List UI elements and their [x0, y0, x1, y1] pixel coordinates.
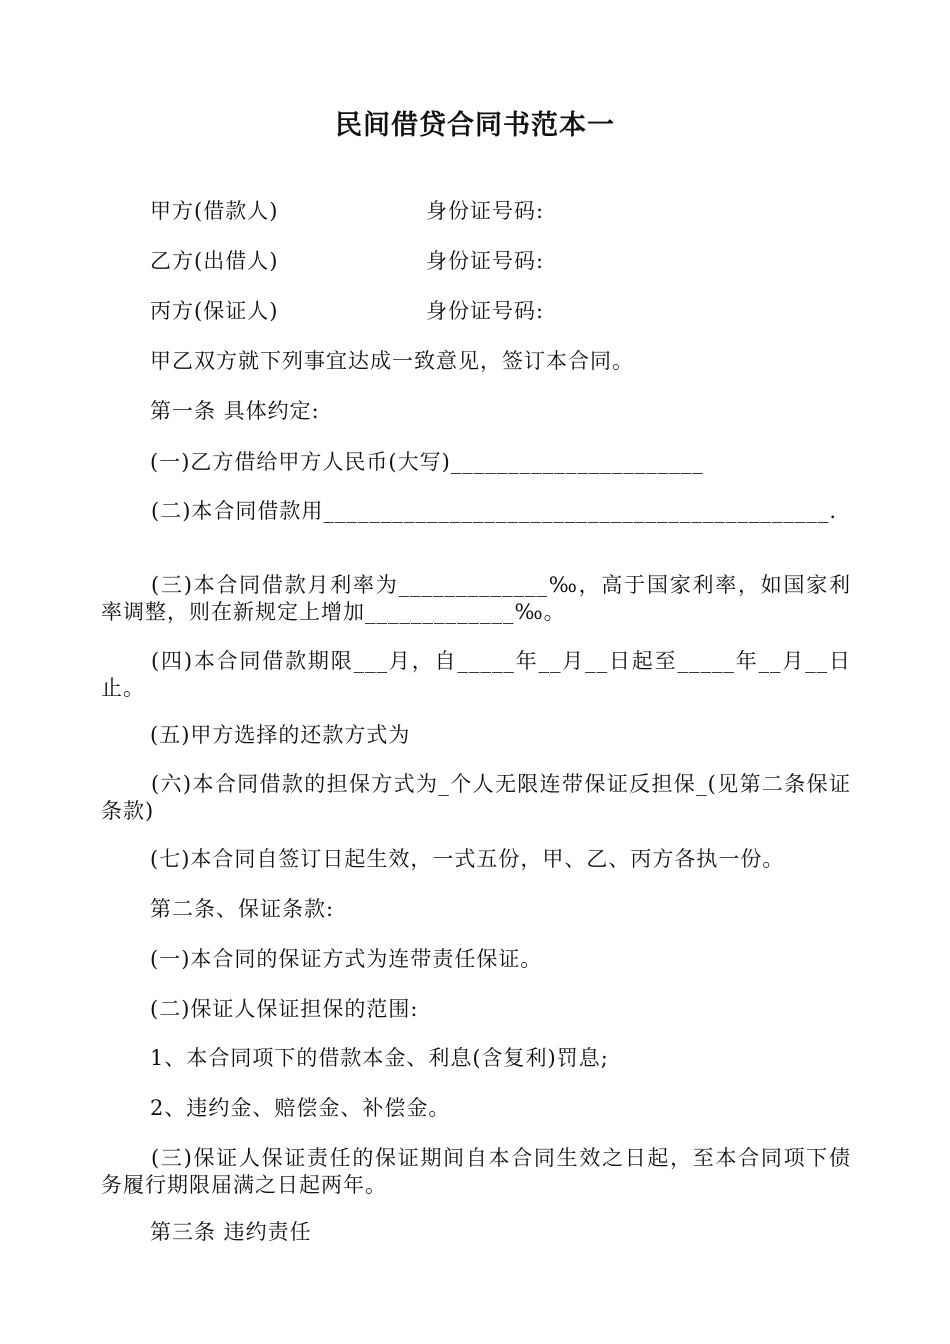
- article-1-item-2: (二)本合同借款用____________________________________________.: [151, 499, 838, 523]
- article-2-item-4: 2、违约金、赔偿金、补偿金。: [150, 1096, 451, 1120]
- article-1-item-7: (七)本合同自签订日起生效，一式五份，甲、乙、丙方各执一份。: [150, 847, 785, 871]
- document-title: 民间借贷合同书范本一: [335, 110, 615, 141]
- party-c-id-label: 身份证号码:: [426, 299, 545, 323]
- party-b-label: 乙方(出借人): [150, 249, 279, 273]
- article-1-item-5: (五)甲方选择的还款方式为: [150, 723, 411, 747]
- article-1-item-3: (三)本合同借款月利率为_____________‰，高于国家利率，如国家利率调整，则在新规定上增加_____________‰。: [101, 573, 851, 624]
- intro-paragraph: 甲乙双方就下列事宜达成一致意见，签订本合同。: [150, 349, 634, 373]
- article-2-item-2: (二)保证人保证担保的范围:: [150, 997, 419, 1021]
- party-c-label: 丙方(保证人): [150, 299, 279, 323]
- party-b-id-label: 身份证号码:: [426, 249, 545, 273]
- article-1-item-6: (六)本合同借款的担保方式为_个人无限连带保证反担保_(见第二条保证条款): [101, 772, 851, 823]
- article-3-heading: 第三条 违约责任: [150, 1220, 312, 1244]
- article-1-item-4: (四)本合同借款期限___月，自_____年__月__日起至_____年__月__日止。: [101, 649, 851, 700]
- party-a-label: 甲方(借款人): [150, 199, 279, 223]
- article-2-item-5: (三)保证人保证责任的保证期间自本合同生效之日起，至本合同项下债务履行期限届满之日起两年。: [101, 1146, 851, 1197]
- article-2-heading: 第二条、保证条款:: [150, 897, 335, 921]
- article-1-heading: 第一条 具体约定:: [150, 399, 320, 423]
- article-2-item-1: (一)本合同的保证方式为连带责任保证。: [150, 947, 543, 971]
- article-1-item-1: (一)乙方借给甲方人民币(大写)______________________: [150, 450, 704, 474]
- party-a-id-label: 身份证号码:: [426, 199, 545, 223]
- article-2-item-3: 1、本合同项下的借款本金、利息(含复利)罚息;: [150, 1046, 609, 1070]
